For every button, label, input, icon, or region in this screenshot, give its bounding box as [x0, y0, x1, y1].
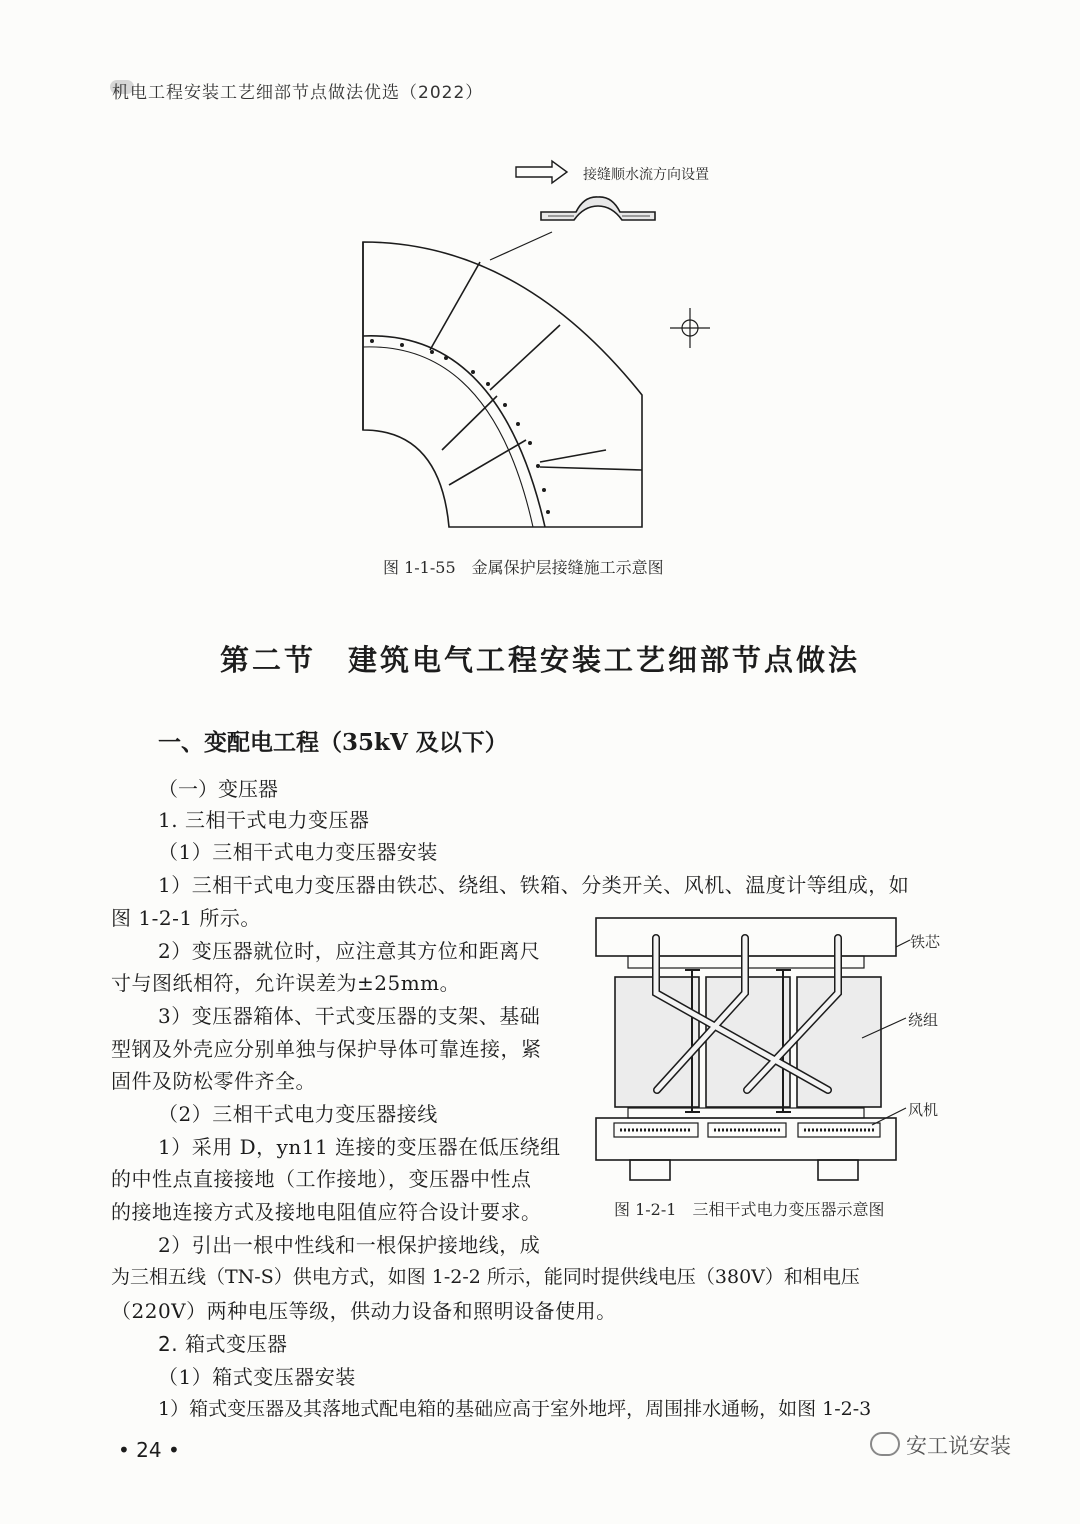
wechat-icon — [870, 1432, 900, 1456]
figure-1-2-1-caption: 图 1-2-1 三相干式电力变压器示意图 — [614, 1200, 885, 1219]
body-line: 3）变压器箱体、干式变压器的支架、基础 — [158, 1004, 541, 1028]
body-line: 固件及防松零件齐全。 — [111, 1069, 316, 1093]
label-fan: 风机 — [908, 1101, 939, 1119]
base-frame — [596, 1118, 896, 1160]
watermark — [870, 1430, 1011, 1460]
body-line: 2）引出一根中性线和一根保护接地线，成 — [158, 1233, 541, 1257]
body-line: （2）三相干式电力变压器接线 — [158, 1102, 438, 1126]
heading-level-1: 一、变配电工程（35kV 及以下） — [158, 729, 508, 756]
body-line: （1）三相干式电力变压器安装 — [158, 840, 438, 864]
body-line: 图 1-2-1 所示。 — [111, 906, 261, 930]
body-line: 1. 三相干式电力变压器 — [158, 808, 370, 832]
arrow-label: 接缝顺水流方向设置 — [583, 167, 709, 183]
body-line: 1）三相干式电力变压器由铁芯、绕组、铁箱、分类开关、风机、温度计等组成，如 — [158, 873, 910, 897]
body-line: 1）箱式变压器及其落地式配电箱的基础应高于室外地坪，周围排水通畅，如图 1-2-3 — [158, 1398, 872, 1420]
body-line: 2. 箱式变压器 — [158, 1332, 288, 1356]
body-line: （220V）两种电压等级，供动力设备和照明设备使用。 — [111, 1299, 617, 1323]
body-line: 1）采用 D，yn11 连接的变压器在低压绕组 — [158, 1135, 561, 1159]
body-line: 2）变压器就位时，应注意其方位和距离尺 — [158, 939, 541, 963]
body-line: 的接地连接方式及接地电阻值应符合设计要求。 — [111, 1200, 542, 1224]
figure-1-1-55-caption: 图 1-1-55 金属保护层接缝施工示意图 — [383, 558, 664, 577]
body-line: 的中性点直接接地（工作接地），变压器中性点 — [111, 1167, 532, 1191]
watermark-text: 安工说安装 — [906, 1434, 1011, 1458]
body-line: 型钢及外壳应分别单独与保护导体可靠连接，紧 — [111, 1037, 542, 1061]
running-header: 机电工程安装工艺细部节点做法优选（2022） — [112, 83, 484, 103]
body-line: 寸与图纸相符，允许误差为±25mm。 — [111, 971, 461, 995]
label-winding: 绕组 — [908, 1011, 939, 1029]
page-number: • 24 • — [118, 1438, 180, 1462]
body-line: 为三相五线（TN-S）供电方式，如图 1-2-2 所示，能同时提供线电压（380V）和相电压 — [111, 1266, 860, 1288]
label-core: 铁芯 — [910, 933, 941, 951]
section-title: 第二节 建筑电气工程安装工艺细部节点做法 — [219, 643, 860, 677]
body-line: （1）箱式变压器安装 — [158, 1365, 356, 1389]
fan — [798, 1123, 880, 1137]
heading-level-2: （一）变压器 — [158, 777, 278, 801]
